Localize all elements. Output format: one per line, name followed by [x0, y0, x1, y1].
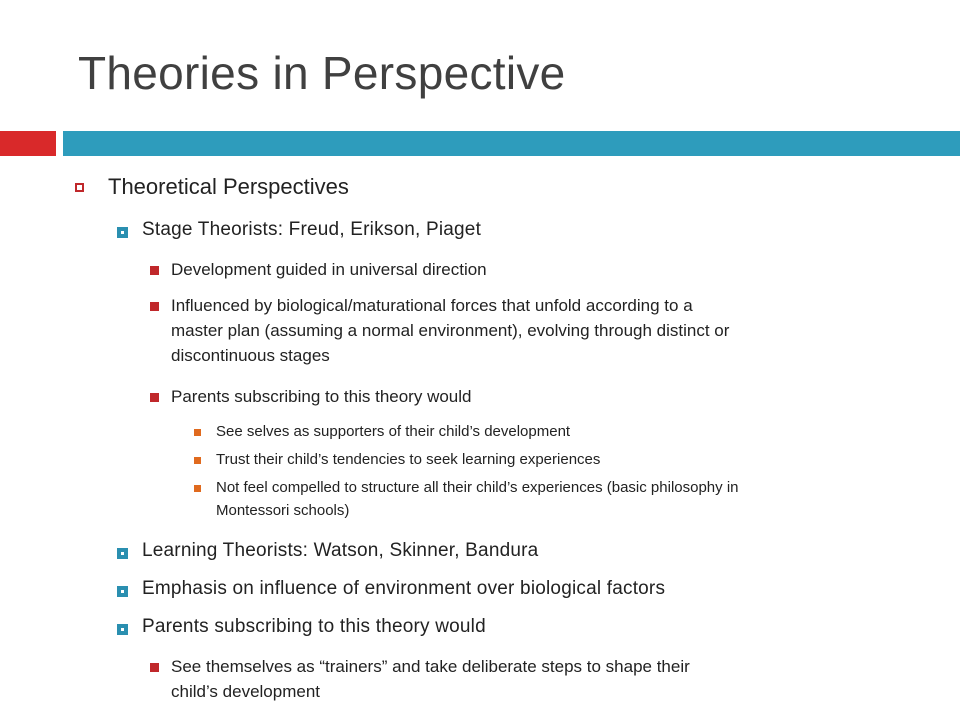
bullet-learning-parents: Parents subscribing to this theory would — [142, 616, 486, 637]
small-square-bullet-icon — [194, 429, 201, 436]
framed-square-bullet-icon — [117, 227, 128, 238]
bullet-not-compelled-line-1: Not feel compelled to structure all their child’s experiences (basic philosophy in — [216, 479, 739, 496]
hollow-square-bullet-icon — [75, 183, 84, 192]
bullet-stage-theorists: Stage Theorists: Freud, Erikson, Piaget — [142, 219, 482, 240]
small-square-bullet-icon — [194, 485, 201, 492]
bullet-trainers-line-2: child’s development — [171, 682, 320, 701]
bullet-influenced-line-1: Influenced by biological/maturational forces that unfold according to a — [171, 296, 693, 315]
bullet-emphasis: Emphasis on influence of environment over biological factors — [142, 578, 666, 599]
bullet-development-guided: Development guided in universal direction — [171, 260, 487, 279]
slide-title: Theories in Perspective — [78, 47, 566, 99]
bullet-stage-parents: Parents subscribing to this theory would — [171, 387, 472, 406]
framed-square-bullet-icon — [117, 624, 128, 635]
filled-square-bullet-icon — [150, 266, 159, 275]
framed-square-bullet-icon — [117, 586, 128, 597]
bullet-not-compelled-line-2: Montessori schools) — [216, 502, 350, 519]
bullet-trainers-line-1: See themselves as “trainers” and take deliberate steps to shape their — [171, 657, 690, 676]
bullet-supporters: See selves as supporters of their child’s development — [216, 423, 571, 440]
bullet-influenced-line-3: discontinuous stages — [171, 346, 330, 365]
filled-square-bullet-icon — [150, 663, 159, 672]
small-square-bullet-icon — [194, 457, 201, 464]
filled-square-bullet-icon — [150, 393, 159, 402]
framed-square-bullet-icon — [117, 548, 128, 559]
bullet-theoretical-perspectives: Theoretical Perspectives — [108, 174, 349, 199]
bullet-learning-theorists: Learning Theorists: Watson, Skinner, Bandura — [142, 540, 539, 561]
bullet-trust: Trust their child’s tendencies to seek learning experiences — [216, 451, 601, 468]
filled-square-bullet-icon — [150, 302, 159, 311]
bullet-influenced-line-2: master plan (assuming a normal environment), evolving through distinct or — [171, 321, 730, 340]
